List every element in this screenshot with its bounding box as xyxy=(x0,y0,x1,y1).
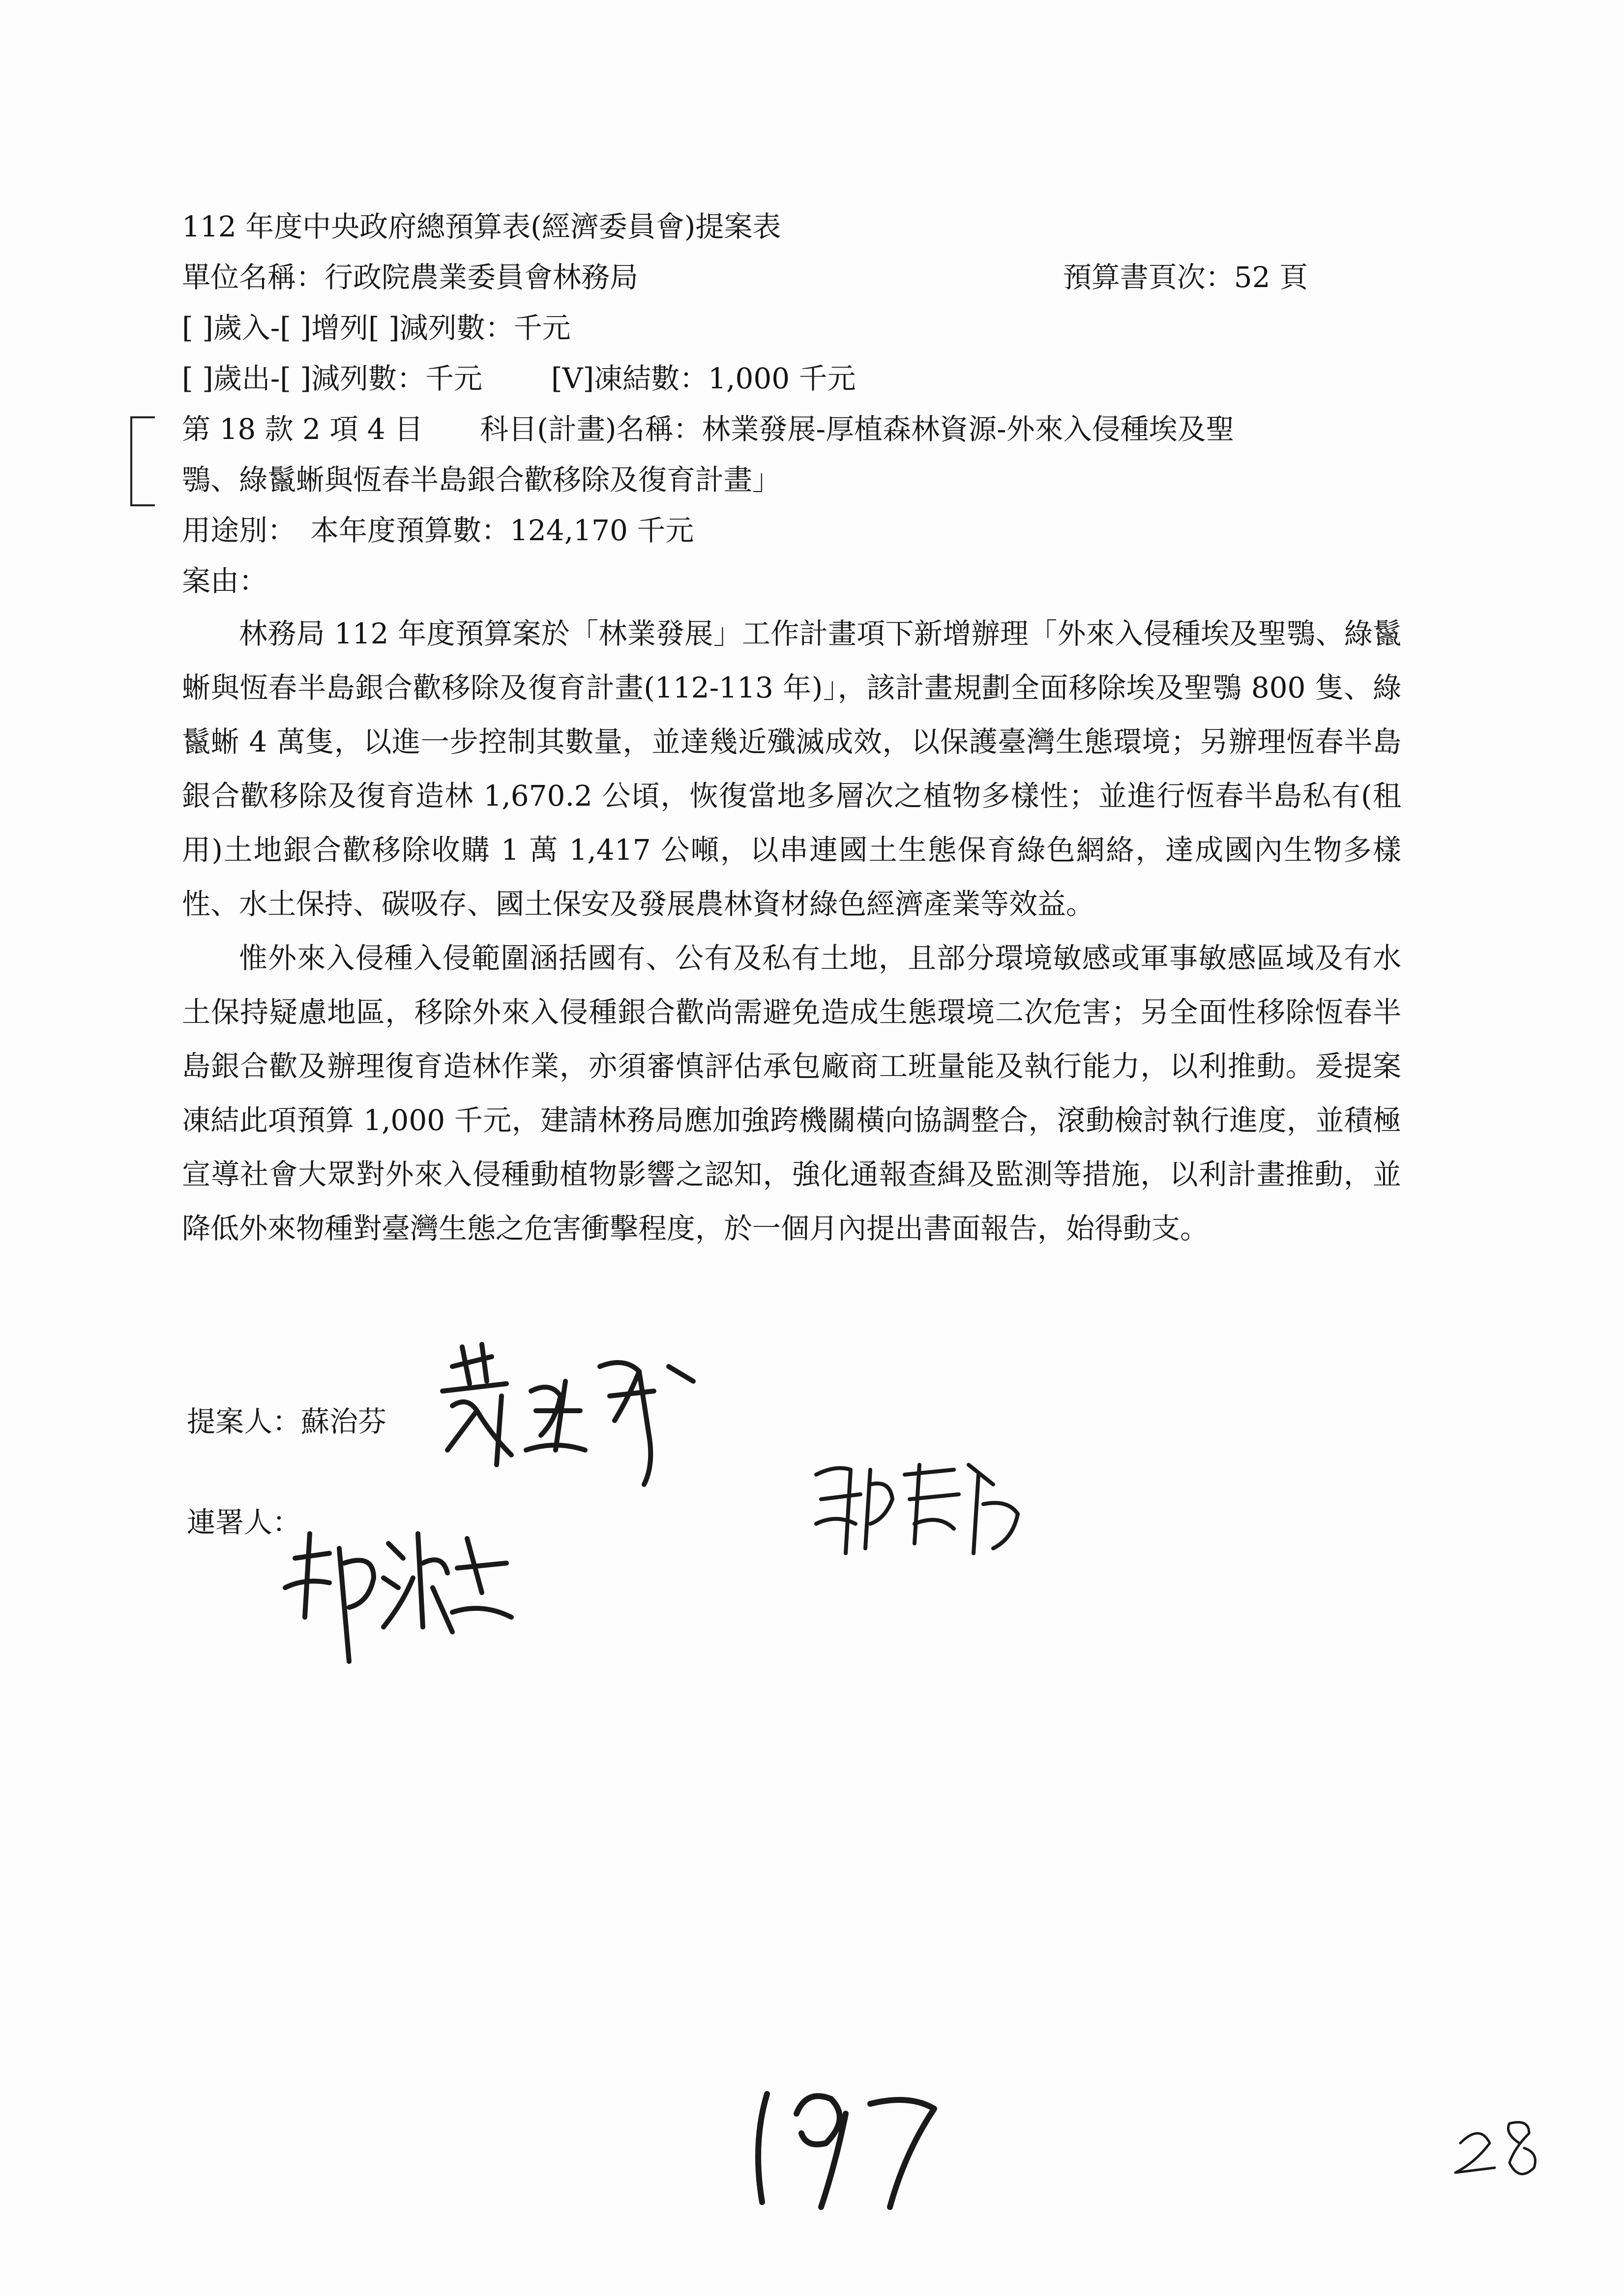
unit-row xyxy=(182,252,1401,303)
proposer-signature xyxy=(433,1337,708,1504)
freeze-amount: [V]凍結數：1,000 千元 xyxy=(551,362,856,395)
expenditure-line: [ ]歲出-[ ]減列數：千元 xyxy=(182,362,482,395)
cosigner-signature-right xyxy=(806,1455,1033,1568)
reason-paragraph-2: 惟外來入侵種入侵範圍涵括國有、公有及私有土地，且部分環境敏感或軍事敏感區域及有水土保持疑慮地區，移除外來入侵種銀合歡尚需避免造成生態環境二次危害；另全面性移除恆春半島銀合歡及辦理復育造林作業，亦須審慎評估承包廠商工班量能及執行能力，以利推動。爰提案凍結此項預算 1,000 千元，建請林務局應加強跨機關橫向協調整合，滾動檢討執行進度，並積極宣導社會大眾對外來入侵種動植物影響之認知，強化通報查緝及監測等措施，以利計畫推動，並降低外來物種對臺灣生態之危害衝擊程度，於一個月內提出書面報告，始得動支。 xyxy=(182,941,1401,1245)
handwritten-page-number xyxy=(742,2074,969,2217)
handwritten-mark xyxy=(1441,2114,1559,2187)
document-title: 112 年度中央政府總預算表(經濟委員會)提案表 xyxy=(182,210,781,243)
subject-bracket xyxy=(130,416,155,506)
subject-block xyxy=(182,404,1401,505)
reason-paragraph-1: 林務局 112 年度預算案於「林業發展」工作計畫項下新增辦理「外來入侵種埃及聖鶚、綠鬣蜥與恆春半島銀合歡移除及復育計畫(112-113 年)」，該計畫規劃全面移除埃及聖鶚 800 隻、綠鬣蜥 4 萬隻，以進一步控制其數量，並達幾近殲滅成效，以保護臺灣生態環境；另辦理恆春半島銀合歡移除及復育造林 1,670.2 公頃，恢復當地多層次之植物多樣性；並進行恆春半島私有(租用)土地銀合歡移除收購 1 萬 1,417 公噸，以串連國土生態保育綠色網絡，達成國內生物多樣性、水土保持、碳吸存、國土保安及發展農林資材綠色經濟產業等效益。 xyxy=(182,617,1401,921)
revenue-line: [ ]歲入-[ ]增列[ ]減列數：千元 xyxy=(182,311,571,345)
subject-line-2: 鶚、綠鬣蜥與恆春半島銀合歡移除及復育計畫」 xyxy=(182,463,781,496)
purpose-line: 用途別： 本年度預算數：124,170 千元 xyxy=(182,514,694,547)
budget-page-reference: 預算書頁次：52 頁 xyxy=(1063,261,1308,294)
proposer-label: 提案人：蘇治芬 xyxy=(187,1405,387,1438)
proposal-form xyxy=(182,202,1401,1255)
expenditure-row xyxy=(182,353,1401,404)
cosigner-label: 連署人： xyxy=(187,1506,301,1539)
reason-label: 案由： xyxy=(182,564,268,598)
cosigner-signature-left xyxy=(275,1504,521,1681)
subject-line-1: 第 18 款 2 項 4 目 科目(計畫)名稱：林業發展-厚植森林資源-外來入侵種埃及聖 xyxy=(182,412,1235,446)
unit-name: 單位名稱：行政院農業委員會林務局 xyxy=(182,261,639,294)
